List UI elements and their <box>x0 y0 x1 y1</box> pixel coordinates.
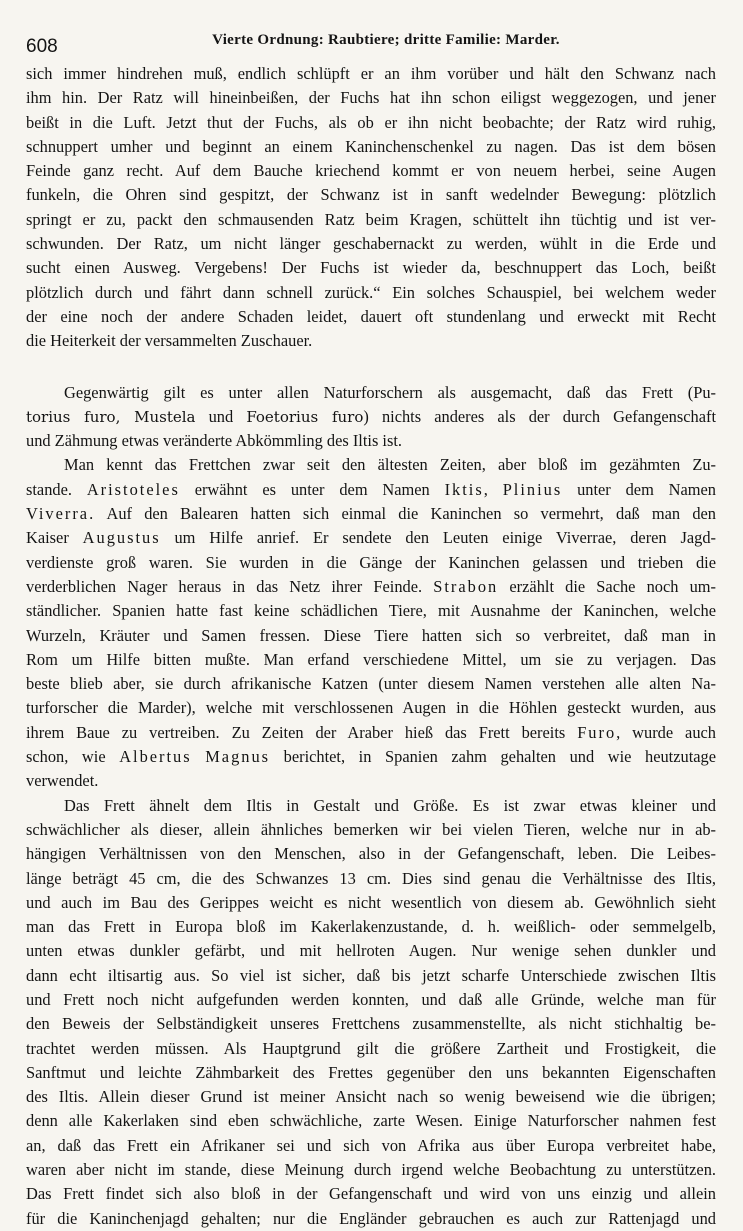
text-line: denn alle Kakerlaken sind eben schwächliche, zarte Wesen. Einige Naturforscher nahmen fest <box>26 1111 716 1131</box>
text-line: an, daß das Frett ein Afrikaner sei und sich von Afrika aus über Europa verbreitet habe, <box>26 1135 716 1155</box>
text-line: Kaiser Augustus um Hilfe anrief. Er sendete den Leuten einige Viverrae, deren Jagd- <box>26 528 716 548</box>
text-line: der eine noch der andere Schaden leidet, dauert oft stundenlang und erweckt mit Recht <box>26 306 716 326</box>
text-line: des Iltis. Allein dieser Grund ist meiner Ansicht nach so wenig beweisend wie die übrigen; <box>26 1087 716 1107</box>
text-line: Gegenwärtig gilt es unter allen Naturforschern als ausgemacht, daß das Frett (Pu- <box>64 382 716 402</box>
text-line: und auch im Bau des Gerippes weicht es nicht wesentlich von diesem ab. Gewöhnlich sieht <box>26 892 716 912</box>
text-line: stande. Aristoteles erwähnt es unter dem Namen Iktis, Plinius unter dem Namen <box>26 479 716 499</box>
running-title: Vierte Ordnung: Raubtiere; dritte Familie: Marder. <box>212 32 560 48</box>
text-line: Sanftmut und leichte Zähmbarkeit des Frettes gegenüber den uns bekannten Eigenschaften <box>26 1062 716 1082</box>
text-line: Das Frett ähnelt dem Iltis in Gestalt und Größe. Es ist zwar etwas kleiner und <box>64 795 716 815</box>
page-body <box>26 62 716 1231</box>
text-line: trachtet werden müssen. Als Hauptgrund gilt die größere Zartheit und Frostigkeit, die <box>26 1038 716 1058</box>
text-line: für die Kaninchenjagd gehalten; nur die Engländer gebrauchen es auch zur Rattenjagd und <box>26 1208 716 1228</box>
text-line: die Heiterkeit der versammelten Zuschauer. <box>26 331 313 351</box>
text-line: ständlicher. Spanien hatte fast keine schädlichen Tiere, mit Ausnahme der Kaninchen, welche <box>26 601 716 621</box>
text-line: verwendet. <box>26 771 99 791</box>
text-line: springt er zu, packt den schmausenden Ratz beim Kragen, schüttelt ihn tüchtig und ist ver- <box>26 209 716 229</box>
text-line: verdienste groß waren. Sie wurden in die Gänge der Kaninchen gelassen und trieben die <box>26 552 716 572</box>
text-line: schwunden. Der Ratz, um nicht länger geschabernackt zu werden, wühlt in die Erde und <box>26 234 716 254</box>
text-line: beste blieb aber, sie durch afrikanische Katzen (unter diesem Namen verstehen alle alten Na- <box>26 674 716 694</box>
text-line: turforscher die Marder), welche mit verschlossenen Augen in die Höhlen gesteckt wurden, aus <box>26 698 716 718</box>
text-line: länge beträgt 45 cm, die des Schwanzes 13 cm. Dies sind genau die Verhältnisse des Iltis, <box>26 868 716 888</box>
text-line: waren aber nicht im stande, diese Meinung durch irgend welche Beobachtung zu unterstützen. <box>26 1160 716 1180</box>
text-line: schnuppert umher und beginnt an einem Kaninchenschenkel zu nagen. Das ist dem bösen <box>26 136 716 156</box>
text-line: beißt in die Luft. Jetzt thut der Fuchs, als ob er ihn nicht beobachte; der Ratz wird ruhig, <box>26 112 716 132</box>
text-line: Wurzeln, Kräuter und Samen fressen. Diese Tiere hatten sich so verbreitet, daß man in <box>26 625 716 645</box>
text-line: plötzlich durch und fährt dann schnell zurück.“ Ein solches Schauspiel, bei welchem weder <box>26 282 716 302</box>
text-line: Viverra. Auf den Balearen hatten sich einmal die Kaninchen so vermehrt, daß man den <box>26 504 716 524</box>
text-line: ihm hin. Der Ratz will hineinbeißen, der Fuchs hat ihn schon eiligst weggezogen, und jener <box>26 88 716 108</box>
paragraph <box>26 381 716 454</box>
text-line: man das Frett in Europa bloß im Kakerlakenzustande, d. h. weißlich- oder semmelgelb, <box>26 917 716 937</box>
text-line: den Beweis der Selbständigkeit unseres Frettchens zusammenstellte, als nicht stichhaltig be- <box>26 1014 716 1034</box>
text-line: ihrem Baue zu vertreiben. Zu Zeiten der Araber hieß das Frett bereits Furo, wurde auch <box>26 722 716 742</box>
paragraph <box>26 453 716 793</box>
text-line: verderblichen Nager heraus in das Netz ihrer Feinde. Strabon erzählt die Sache noch um- <box>26 576 716 596</box>
paragraph <box>26 62 716 354</box>
text-line: und Frett noch nicht aufgefunden werden konnten, und daß alle Gründe, welche man für <box>26 989 716 1009</box>
text-line: schon, wie Albertus Magnus berichtet, in Spanien zahm gehalten und wie heutzutage <box>26 747 716 767</box>
text-line: Das Frett findet sich also bloß in der Gefangenschaft und wird von uns einzig und allein <box>26 1184 716 1204</box>
paragraph <box>26 794 716 1231</box>
text-line: und Zähmung etwas veränderte Abkömmling des Iltis ist. <box>26 431 403 451</box>
text-line: sich immer hindrehen muß, endlich schlüpft er an ihm vorüber und hält den Schwanz nach <box>26 64 716 83</box>
text-line: unten etwas dunkler gefärbt, und mit hellroten Augen. Nur wenige sehen dunkler und <box>26 941 716 961</box>
text-line: schwächlicher als dieser, allein ähnliches bemerken wir bei vielen Tieren, welche nur in ab- <box>26 819 716 839</box>
page-number: 608 <box>26 36 58 57</box>
text-line: sucht einen Ausweg. Vergebens! Der Fuchs ist wieder da, beschnuppert das Loch, beißt <box>26 258 716 278</box>
text-line: funkeln, die Ohren sind gespitzt, der Schwanz ist in sanft wedelnder Bewegung: plötzlich <box>26 185 716 205</box>
text-line: Man kennt das Frettchen zwar seit den ältesten Zeiten, aber bloß im gezähmten Zu- <box>64 455 716 475</box>
text-line: dann echt iltisartig aus. So viel ist sicher, daß bis jetzt scharfe Unterschiede zwischen Iltis <box>26 965 716 985</box>
text-line: torius furo, Mustela und Foetorius furo) nichts anderes als der durch Gefangenschaft <box>26 406 717 426</box>
text-line: hängigen Verhältnissen von den Menschen, also in der Gefangenschaft, leben. Die Leibes- <box>26 844 716 864</box>
page-header <box>26 30 716 57</box>
text-line: Feinde ganz recht. Auf dem Bauche kriechend kommt er von neuem herbei, seine Augen <box>26 161 716 181</box>
text-line: Rom um Hilfe bitten mußte. Man erfand verschiedene Mittel, um sie zu verjagen. Das <box>26 649 716 669</box>
